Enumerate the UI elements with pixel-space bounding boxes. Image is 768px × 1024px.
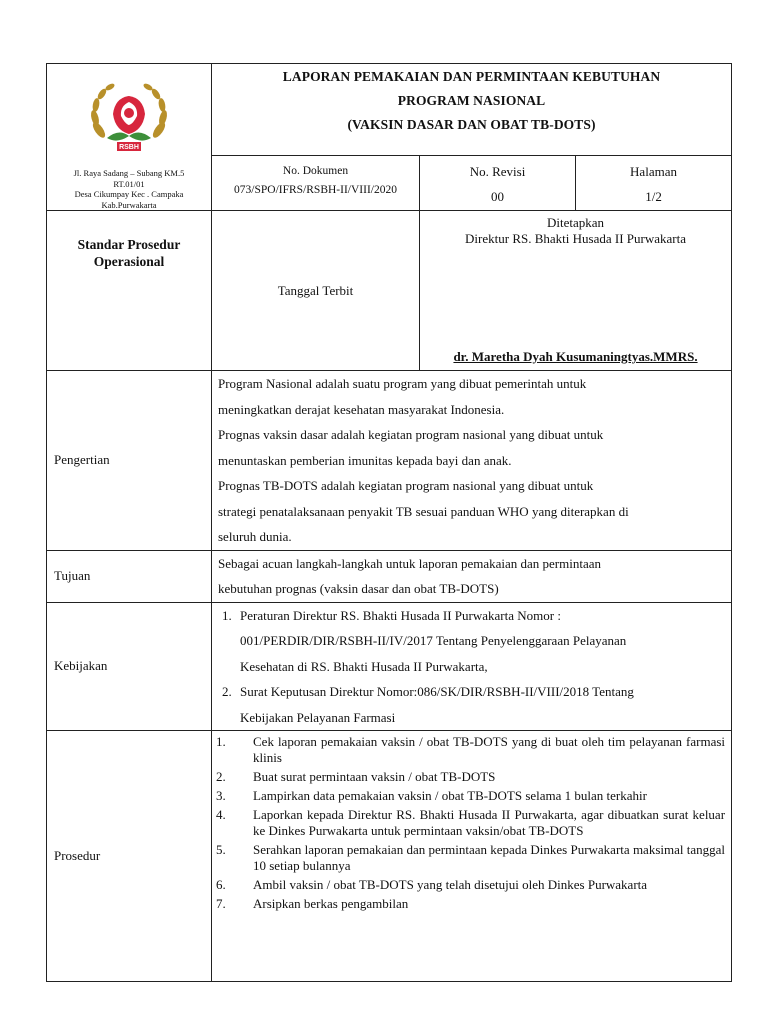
list-number: 7.: [216, 896, 226, 911]
pengertian-line: Program Nasional adalah suatu program yang dibuat pemerintah untuk: [218, 376, 587, 391]
kebijakan-item: [222, 679, 725, 730]
prosedur-step-text: Ambil vaksin / obat TB-DOTS yang telah disetujui oleh Dinkes Purwakarta: [253, 877, 648, 892]
tanggal-terbit-label: Tanggal Terbit: [212, 211, 420, 371]
signer-name: dr. Maretha Dyah Kusumaningtyas.MMRS.: [453, 349, 698, 364]
prosedur-step-text: Lampirkan data pemakaian vaksin / obat TB-DOTS selama 1 bulan terkahir: [253, 788, 647, 803]
prosedur-step: [216, 734, 725, 766]
kebijakan-line: 001/PERDIR/DIR/RSBH-II/IV/2017 Tentang Penyelenggaraan Pelayanan: [240, 633, 627, 648]
list-number: 1.: [222, 607, 232, 623]
no-dokumen-label: No. Dokumen: [282, 164, 349, 177]
kebijakan-line: Surat Keputusan Direktur Nomor:086/SK/DIR/RSBH-II/VIII/2018 Tentang: [240, 684, 634, 699]
list-number: 3.: [216, 788, 226, 803]
logo-text: RSBH: [119, 144, 139, 151]
address-line: Kab.Purwakarta: [101, 199, 157, 210]
hospital-logo: [47, 64, 211, 162]
ditetapkan-label: Ditetapkan: [546, 215, 605, 230]
kebijakan-line: Peraturan Direktur RS. Bhakti Husada II Purwakarta Nomor :: [240, 607, 561, 623]
prosedur-content: [212, 731, 732, 982]
title-line: (VAKSIN DASAR DAN OBAT TB-DOTS): [347, 117, 596, 132]
prosedur-step: [216, 788, 725, 804]
tujuan-content: [212, 550, 732, 602]
kebijakan-list: [218, 603, 725, 731]
address-line: Jl. Raya Sadang – Subang KM.5: [73, 168, 185, 178]
prosedur-step: [216, 896, 725, 912]
prosedur-step-text: Arsipkan berkas pengambilan: [253, 896, 409, 911]
prosedur-list: [212, 734, 731, 912]
pengertian-content: [212, 371, 732, 551]
prosedur-step: [216, 842, 725, 874]
prosedur-step-text: Serahkan laporan pemakaian dan permintaan kepada Dinkes Purwakarta maksimal tanggal 10 setiap bulannya: [253, 842, 726, 873]
sop-title: [47, 211, 212, 371]
section-label-kebijakan: Kebijakan: [47, 602, 212, 731]
no-revisi-label: No. Revisi: [469, 163, 526, 179]
title-line: PROGRAM NASIONAL: [397, 93, 546, 108]
list-number: 1.: [216, 734, 226, 749]
section-label-pengertian: Pengertian: [47, 371, 212, 551]
tujuan-line: kebutuhan prognas (vaksin dasar dan obat TB-DOTS): [218, 581, 499, 596]
pengertian-line: menuntaskan pemberian imunitas kepada bayi dan anak.: [218, 452, 512, 468]
prosedur-step-text: Buat surat permintaan vaksin / obat TB-DOTS: [253, 769, 496, 784]
tujuan-line: Sebagai acuan langkah-langkah untuk laporan pemakaian dan permintaan: [218, 555, 601, 571]
rsbh-logo-icon: [85, 78, 173, 158]
no-dokumen-cell: [212, 155, 420, 210]
hospital-header-cell: [47, 64, 212, 211]
no-dokumen-value: 073/SPO/IFRS/RSBH-II/VIII/2020: [234, 183, 397, 196]
prosedur-step-text: Laporkan kepada Direktur RS. Bhakti Husada II Purwakarta, agar dibuatkan surat keluar ke Dinkes Purwakarta untuk permintaan vaksin/obat TB-DOTS: [253, 807, 726, 838]
hospital-address: [47, 162, 211, 210]
list-number: 5.: [216, 842, 226, 857]
prosedur-step: [216, 769, 725, 785]
sop-document-table: [46, 63, 732, 982]
kebijakan-line: Kebijakan Pelayanan Farmasi: [240, 709, 396, 725]
document-title: [212, 64, 732, 156]
kebijakan-line: Kesehatan di RS. Bhakti Husada II Purwakarta,: [240, 658, 488, 674]
list-number: 4.: [216, 807, 226, 822]
sop-title-line: Standar Prosedur: [77, 237, 181, 252]
section-label-prosedur: Prosedur: [47, 731, 212, 982]
section-label-tujuan: Tujuan: [47, 550, 212, 602]
no-revisi-cell: [420, 155, 576, 210]
halaman-value: 1/2: [645, 188, 662, 204]
ditetapkan-cell: [420, 211, 732, 371]
halaman-cell: [576, 155, 732, 210]
address-line: RT.01/01: [113, 178, 145, 189]
list-number: 6.: [216, 877, 226, 892]
title-line: LAPORAN PEMAKAIAN DAN PERMINTAAN KEBUTUHAN: [282, 69, 661, 84]
prosedur-step: [216, 807, 725, 839]
prosedur-step-text: Cek laporan pemakaian vaksin / obat TB-DOTS yang di buat oleh tim pelayanan farmasi klinis: [253, 734, 726, 765]
address-line: Desa Cikumpay Kec . Campaka: [74, 189, 184, 199]
sop-title-line: Operasional: [93, 254, 165, 269]
ditetapkan-by: Direktur RS. Bhakti Husada II Purwakarta: [465, 231, 686, 246]
kebijakan-content: [212, 602, 732, 731]
pengertian-line: Prognas vaksin dasar adalah kegiatan program nasional yang dibuat untuk: [218, 427, 604, 442]
pengertian-line: strategi penatalaksanaan penyakit TB sesuai panduan WHO yang diterapkan di: [218, 503, 629, 519]
pengertian-line: Prognas TB-DOTS adalah kegiatan program nasional yang dibuat untuk: [218, 478, 594, 493]
halaman-label: Halaman: [630, 163, 677, 179]
prosedur-step: [216, 877, 725, 893]
list-number: 2.: [216, 769, 226, 784]
pengertian-line: meningkatkan derajat kesehatan masyarakat Indonesia.: [218, 401, 505, 417]
list-number: 2.: [222, 684, 232, 699]
kebijakan-item: [222, 603, 725, 680]
no-revisi-value: 00: [491, 188, 504, 204]
pengertian-line: seluruh dunia.: [218, 529, 292, 544]
